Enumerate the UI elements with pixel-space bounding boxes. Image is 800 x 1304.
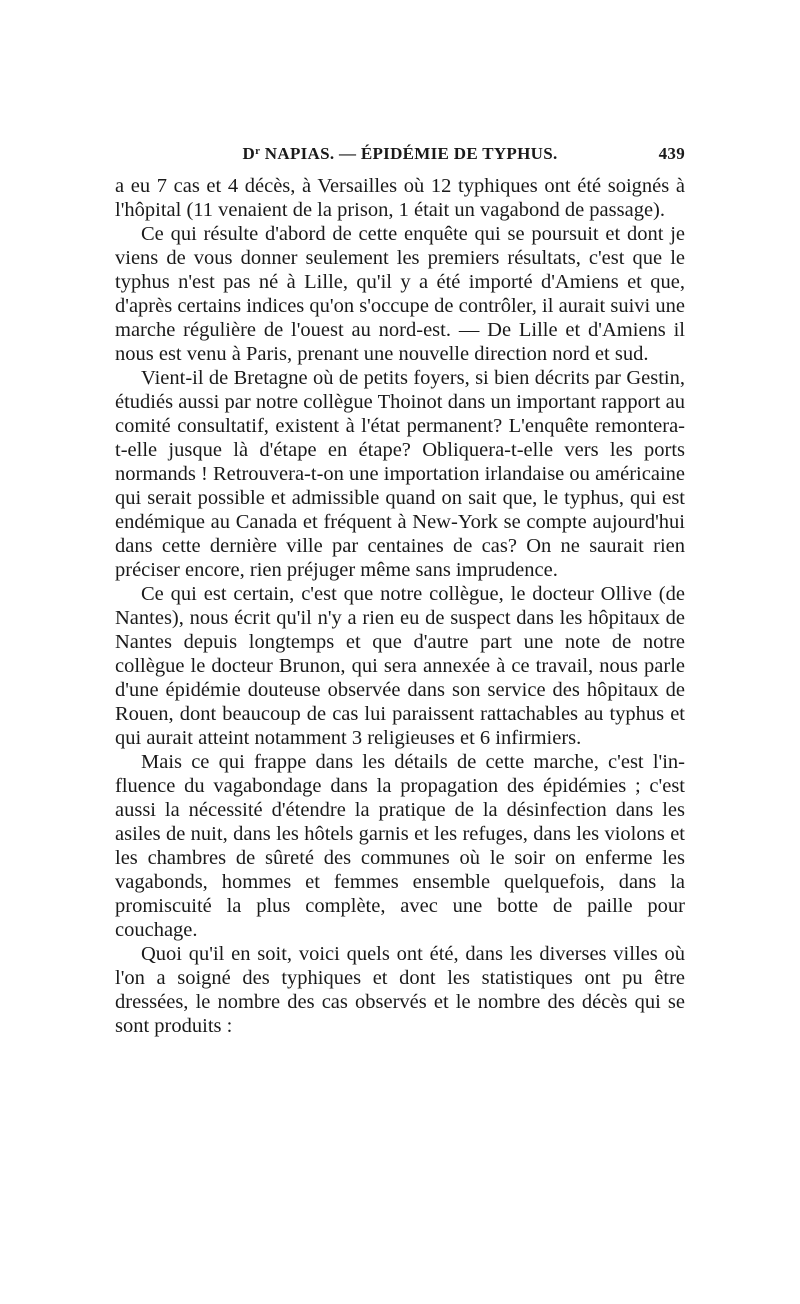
- paragraph: Vient-il de Bretagne où de petits foyers, si bien décrits par Gestin, étudiés aussi par notre collègue Thoinot dans un important rapport au comité consultatif, existent à l'état permanent? L'enquête remontera-t-elle jusque là d'étape en étape? Obliquera-t-elle vers les ports normands ! Retrouvera-t-on une importation irlandaise ou américaine qui serait possible et admissible quand on sait que, le typhus, qui est endémique au Canada et fréquent à New-York se compte aujourd'hui dans cette dernière ville par centaines de cas? On ne saurait rien préciser encore, rien préjuger même sans imprudence.: [115, 367, 685, 581]
- paragraph: Ce qui est certain, c'est que notre collègue, le docteur Ollive (de Nantes), nous écrit qu'il n'y a rien eu de suspect dans les hôpitaux de Nantes depuis longtemps et que d'autre part une note de notre collègue le docteur Brunon, qui sera annexée à ce travail, nous parle d'une épidémie douteuse observée dans son service des hôpitaux de Rouen, dont beaucoup de cas lui paraissent rattachables au typhus et qui aurait atteint notamment 3 religieuses et 6 infirmiers.: [115, 583, 685, 749]
- page-number: 439: [658, 144, 685, 163]
- title-superscript: r: [255, 145, 261, 157]
- paragraph: Mais ce qui frappe dans les détails de cette marche, c'est l'influence du vagabondage dans la propagation des épidémies ; c'est aussi la nécessité d'étendre la pratique de la désinfection dans les asiles de nuit, dans les hôtels garnis et les refuges, dans les violons et les chambres de sûreté des communes où le soir on enferme les vagabonds, hommes et femmes ensemble quelquefois, dans la promiscuité la plus complète, avec une botte de paille pour couchage.: [115, 751, 685, 941]
- title-rest: NAPIAS. — ÉPIDÉMIE DE TYPHUS.: [260, 144, 558, 163]
- paragraph: Quoi qu'il en soit, voici quels ont été, dans les diverses villes où l'on a soigné des typhiques et dont les statistiques ont pu être dressées, le nombre des cas observés et le nombre des décès qui se sont produits :: [115, 943, 685, 1037]
- body-text: [115, 174, 685, 1038]
- running-head-title: [115, 144, 685, 164]
- paragraph: a eu 7 cas et 4 décès, à Versailles où 12 typhiques ont été soignés à l'hôpital (11 venaient de la prison, 1 était un vagabond de passage).: [115, 175, 685, 221]
- running-head: [115, 144, 685, 170]
- title-prefix: D: [242, 144, 256, 163]
- paragraph: Ce qui résulte d'abord de cette enquête qui se poursuit et dont je viens de vous donner seulement les premiers résultats, c'est que le typhus n'est pas né à Lille, qu'il y a été importé d'Amiens et que, d'après certains indices qu'on s'occupe de contrôler, il aurait suivi une marche régulière de l'ouest au nord-est. — De Lille et d'Amiens il nous est venu à Paris, prenant une nouvelle direction nord et sud.: [115, 223, 685, 365]
